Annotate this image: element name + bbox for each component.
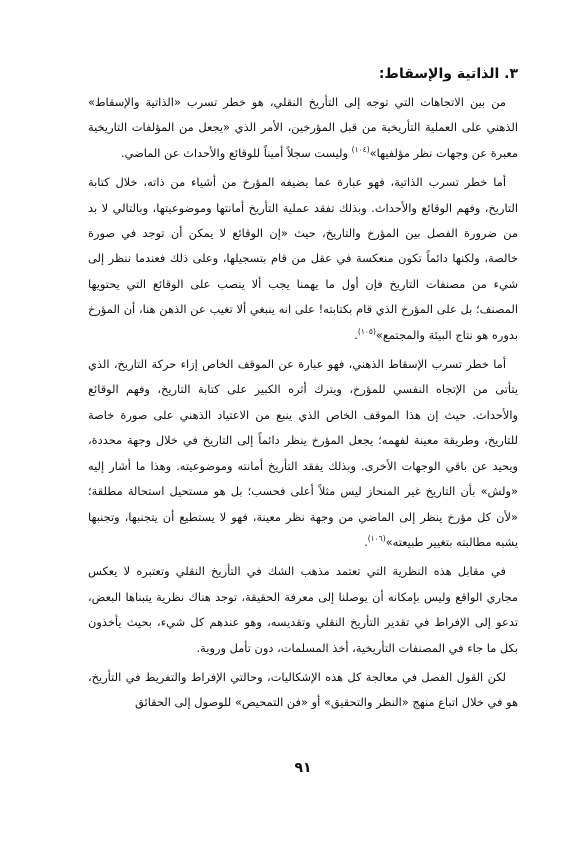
page-number: ٩١ bbox=[294, 760, 312, 776]
paragraph-3 bbox=[88, 352, 518, 555]
paragraph-text: أما خطر تسرب الإسقاط الذهني، فهو عبارة عن الموقف الخاص إزاء حركة التاريخ، الذي يتأتى من الإتجاه النفسي للمؤرخ، ويترك أثره الكبير على كتابة التاريخ، وفهم الوقائع والأحداث. حيث إن هذا الموقف الخاص الذي ينبع من الاعتياد الذهني على صورة خاصة للتاريخ، وطريقة معينة لفهمه؛ يجعل المؤرخ ينظر دائماً إلى التاريخ في خلال وجهة محددة، ويحيد عن باقي الوجهات الأخرى. وبذلك يفقد التأريخ أمانته وموضوعيته. وهذا ما أشار إليه «ولش» بأن التاريخ غير المنحاز ليس مثلاً أعلى فحسب؛ بل هو مستحيل استحالة مطلقة؛ «لأن كل مؤرخ ينظر إلى الماضي من وجهة نظر معينة، فهو لا يستطيع أن يتجنبها، وتجنبها يشبه مطالبته بتغيير طبيعته» bbox=[88, 357, 518, 549]
paragraph-text: من بين الاتجاهات التي توجه إلى التأريخ النقلي، هو خطر تسرب «الذاتية والإسقاط» الذهني على العملية التأريخية من قبل المؤرخين، الأمر الذي «يجعل من المؤلفات التاريخية معبرة عن وجهات نظر مؤلفيها» bbox=[88, 95, 518, 160]
paragraph-tail: وليست سجلاً أميناً للوقائع والأحداث عن الماضي. bbox=[120, 145, 352, 160]
footnote-ref-106[interactable]: (١٠٦) bbox=[367, 534, 386, 544]
footnote-ref-105[interactable]: (١٠٥) bbox=[357, 326, 376, 336]
footnote-ref-104[interactable]: (١٠٤) bbox=[351, 145, 370, 155]
paragraph-4 bbox=[88, 559, 518, 661]
paragraph-text: أما خطر تسرب الذاتية، فهو عبارة عما يضيفه المؤرخ من أشياء من ذاته، خلال كتابة التاريخ، وفهم الوقائع والأحداث. وبذلك تفقد عملية التأريخ أمانتها وموضوعيتها، وبالتالي لا بد من ضرورة الفصل بين المؤرخ والتاريخ، حيث «إن الوقائع لا يمكن أن توجد في صورة خالصة، ولكنها دائماً تكون منعكسة في عقل من قام بتسجيلها، وعلى ذلك فعندما ننظر إلى شيء من مصنفات التاريخ فإن أول ما يهمنا يجب ألا ينصب على الوقائع التي يحتويها المصنف؛ بل على المؤرخ الذي قام بكتابته! على انه ينبغي ألا تغيب عن الذهن هنا، أن المؤرخ بدوره هو نتاج البيئة والمجتمع» bbox=[88, 175, 518, 342]
section-heading: ٣. الذاتية والإسقاط: bbox=[378, 66, 518, 82]
document-page bbox=[88, 64, 518, 824]
paragraph-2 bbox=[88, 170, 518, 348]
paragraph-1 bbox=[88, 90, 518, 166]
paragraph-tail: . bbox=[354, 327, 358, 342]
paragraph-5 bbox=[88, 665, 518, 716]
paragraph-tail: . bbox=[364, 534, 368, 549]
paragraph-text: لكن القول الفصل في معالجة كل هذه الإشكاليات، وحالتي الإفراط والتفريط في التأريخ، هو في خلال اتباع منهج «النظر والتحقيق» أو «فن التمحيص» للوصول إلى الحقائق bbox=[88, 669, 518, 710]
paragraph-text: في مقابل هذه النظرية التي تعتمد مذهب الشك في التأريخ النقلي وتعتبره لا يعكس مجاري الواقع وليس بإمكانه أن يوصلنا إلى معرفة الحقيقة، توجد هناك نظرية يتبناها البعض، تدعو إلى الإفراط في تقدير التأريخ النقلي وتقديسه، وهو عندهم كل شيء، بحيث يأخذون بكل ما جاء في المصنفات التأريخية، أخذ المسلمات، دون تأمل وروية. bbox=[88, 564, 518, 655]
